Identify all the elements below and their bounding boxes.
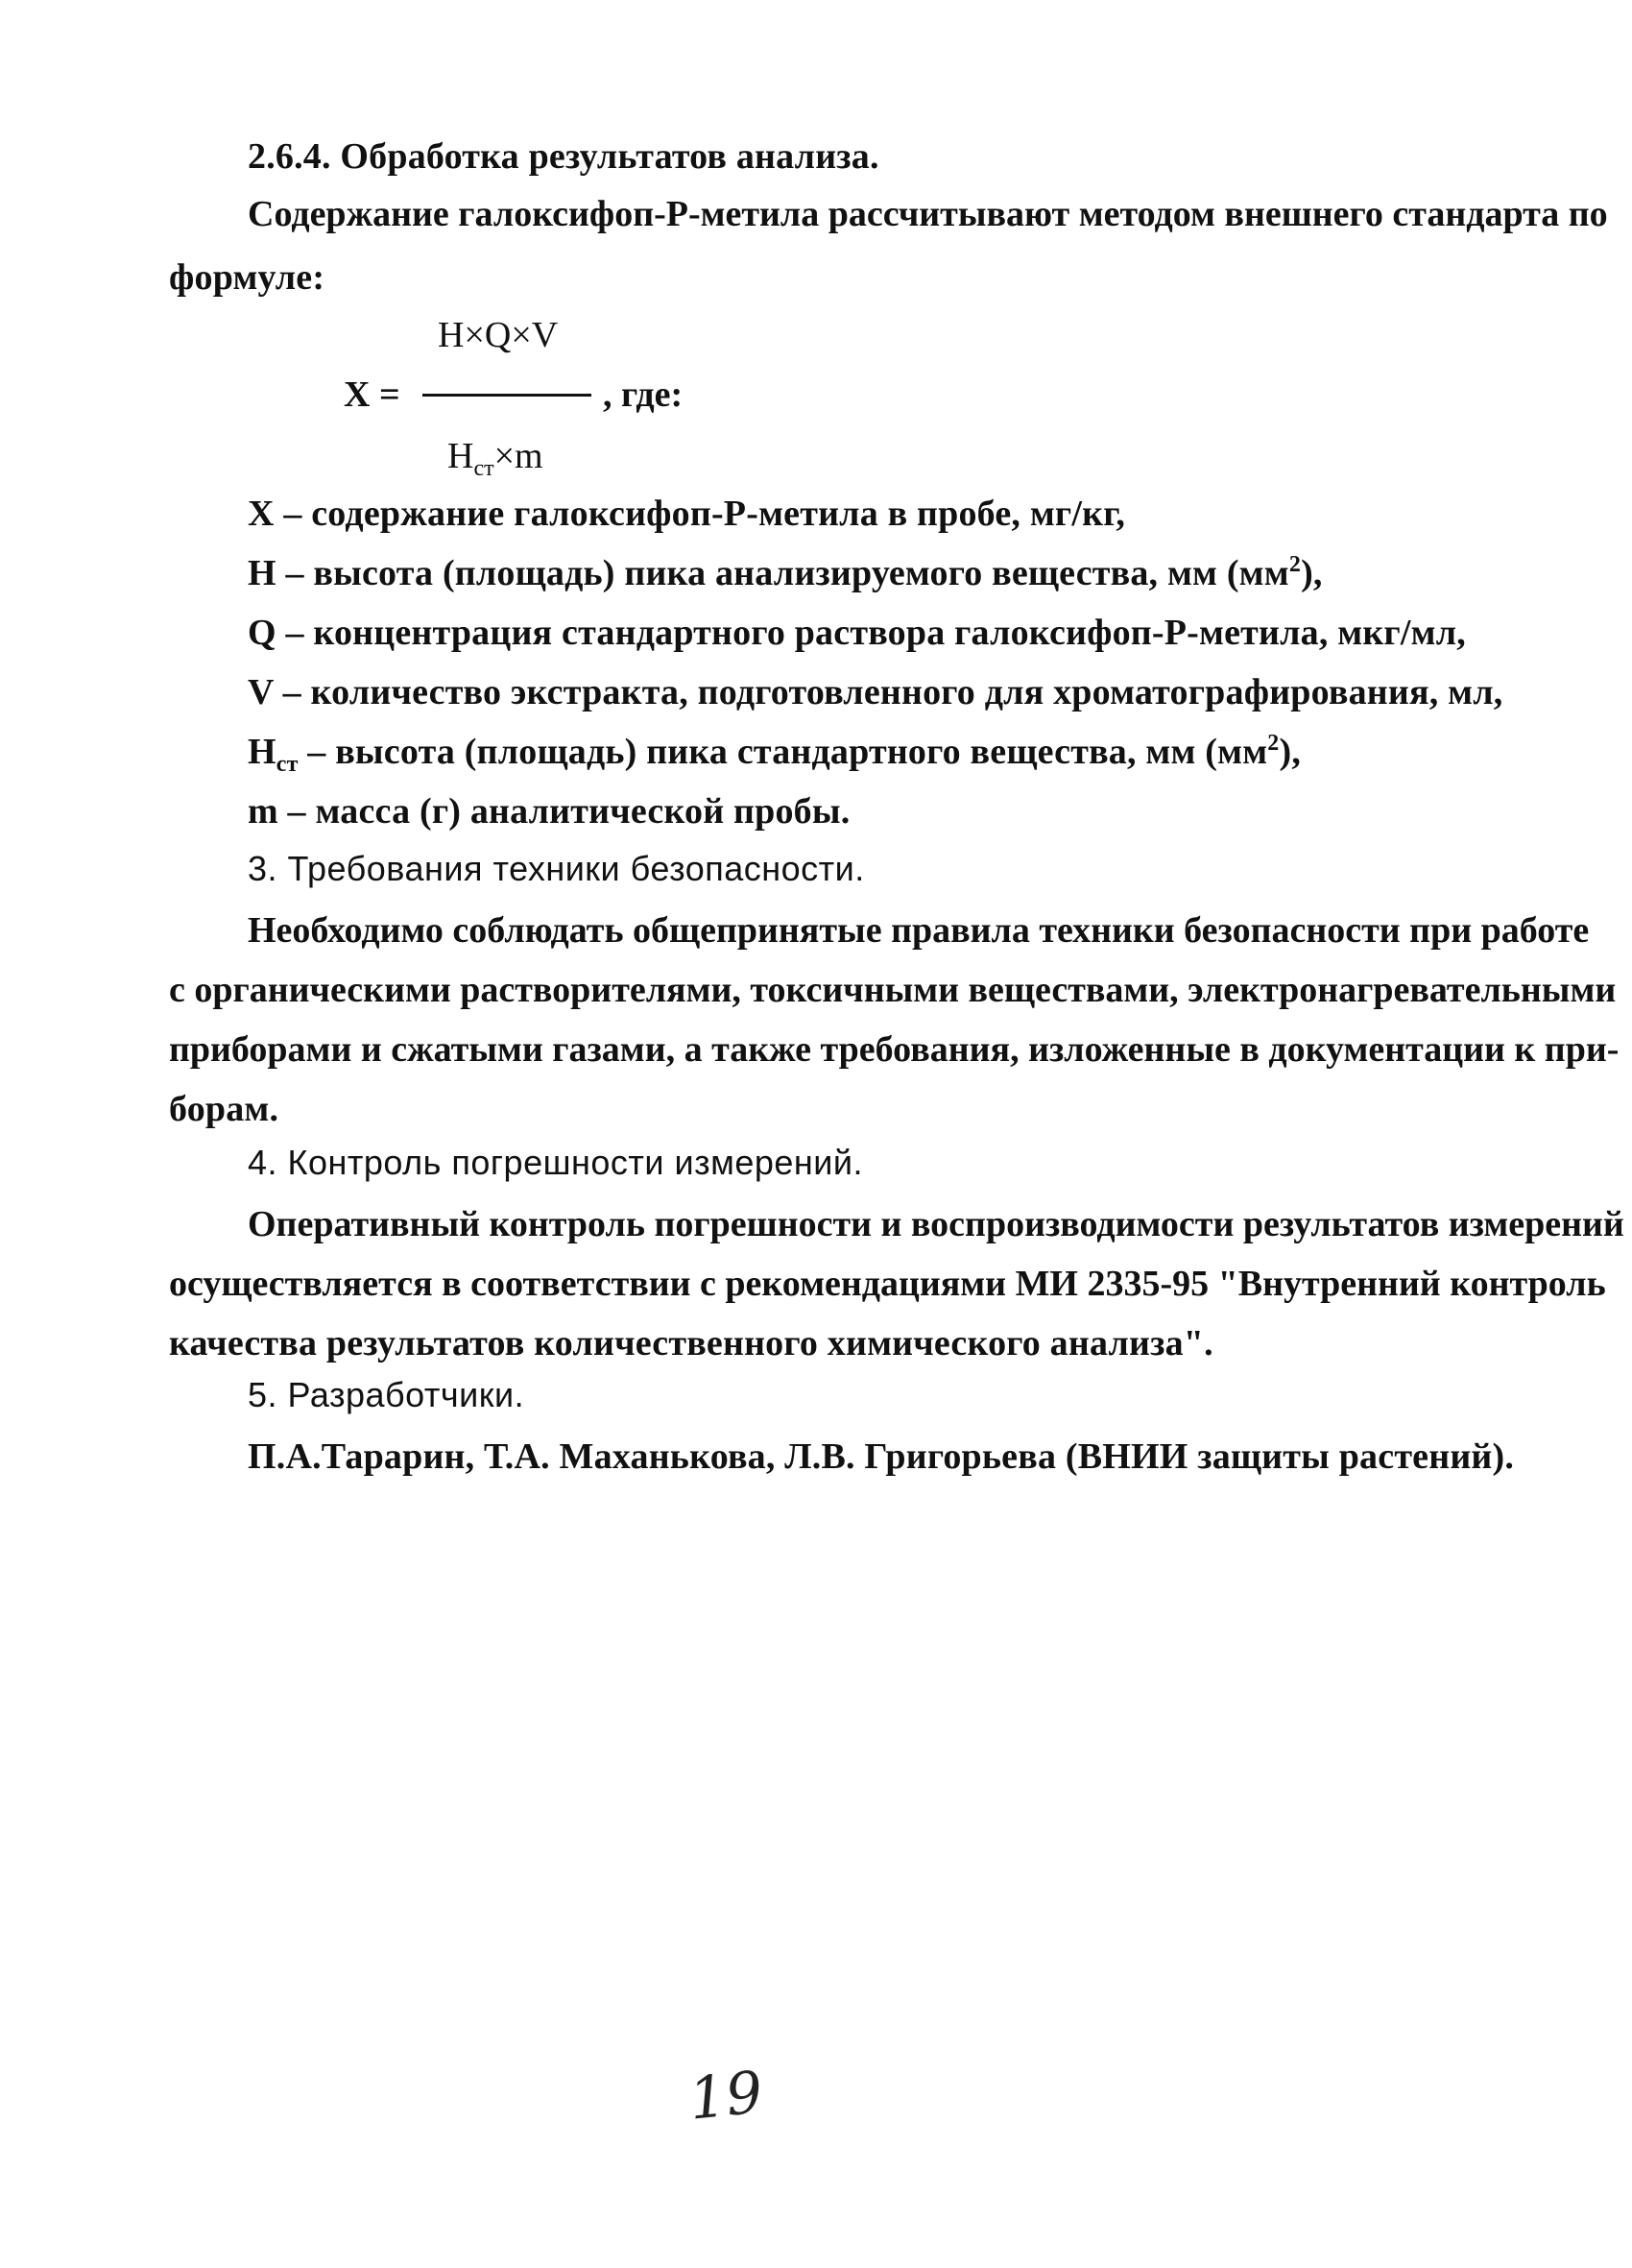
section-4-line2: осуществляется в соответствии с рекомендациями МИ 2335-95 "Внутренний контроль (169, 1264, 1606, 1304)
formula-numerator: H×Q×V (438, 315, 559, 355)
section-4-heading: 4. Контроль погрешности измерений. (248, 1143, 864, 1182)
section-5-authors: П.А.Тарарин, Т.А. Маханькова, Л.В. Григорьева (ВНИИ защиты растений). (248, 1436, 1515, 1477)
section-264-intro-line1: Содержание галоксифоп-Р-метила рассчитывают методом внешнего стандарта по (248, 194, 1608, 234)
section-3-line3: приборами и сжатыми газами, а также требования, изложенные в документации к при- (169, 1029, 1620, 1070)
definition-h-tail: ), (1301, 553, 1323, 593)
page-number: 19 (685, 2059, 766, 2134)
formula-where: , где: (603, 374, 684, 415)
formula-den-tail: ×m (493, 436, 543, 476)
definition-hst-text: – высота (площадь) пика стандартного вещества, мм (мм (298, 732, 1268, 772)
definition-q: Q – концентрация стандартного раствора галоксифоп-Р-метила, мкг/мл, (248, 613, 1466, 653)
definition-h (248, 551, 1323, 600)
definition-x: X – содержание галоксифоп-Р-метила в пробе, мг/кг, (248, 494, 1126, 534)
definition-hst-symbol: H (248, 732, 276, 772)
section-4-line3: качества результатов количественного химического анализа". (169, 1323, 1213, 1363)
formula-den-subscript: ст (473, 456, 494, 481)
fraction-bar (422, 394, 591, 397)
formula-denominator (447, 434, 543, 483)
section-3-line4: борам. (169, 1089, 279, 1129)
section-3-heading: 3. Требования техники безопасности. (248, 849, 865, 888)
definition-hst-sub: ст (276, 752, 299, 777)
section-4-line1: Оперативный контроль погрешности и воспроизводимости результатов измерений (248, 1204, 1624, 1244)
section-264-heading: 2.6.4. Обработка результатов анализа. (248, 136, 879, 177)
section-5-heading: 5. Разработчики. (248, 1375, 525, 1414)
section-3-line2: с органическими растворителями, токсичными веществами, электронагревательными (169, 970, 1617, 1010)
definition-h-sup: 2 (1288, 552, 1302, 577)
section-264-intro-line2: формуле: (169, 257, 325, 298)
definition-hst-sup: 2 (1267, 731, 1280, 756)
section-3-line1: Необходимо соблюдать общепринятые правила техники безопасности при работе (248, 910, 1590, 951)
definition-h-text: H – высота (площадь) пика анализируемого вещества, мм (мм (248, 553, 1289, 593)
definition-v: V – количество экстракта, подготовленного для хроматографирования, мл, (248, 672, 1503, 712)
definition-hst (248, 730, 1301, 779)
definition-m: m – масса (г) аналитической пробы. (248, 791, 851, 832)
formula-lhs: X = (344, 374, 400, 415)
formula-den-symbol: H (447, 436, 474, 476)
definition-hst-tail: ), (1279, 732, 1302, 772)
